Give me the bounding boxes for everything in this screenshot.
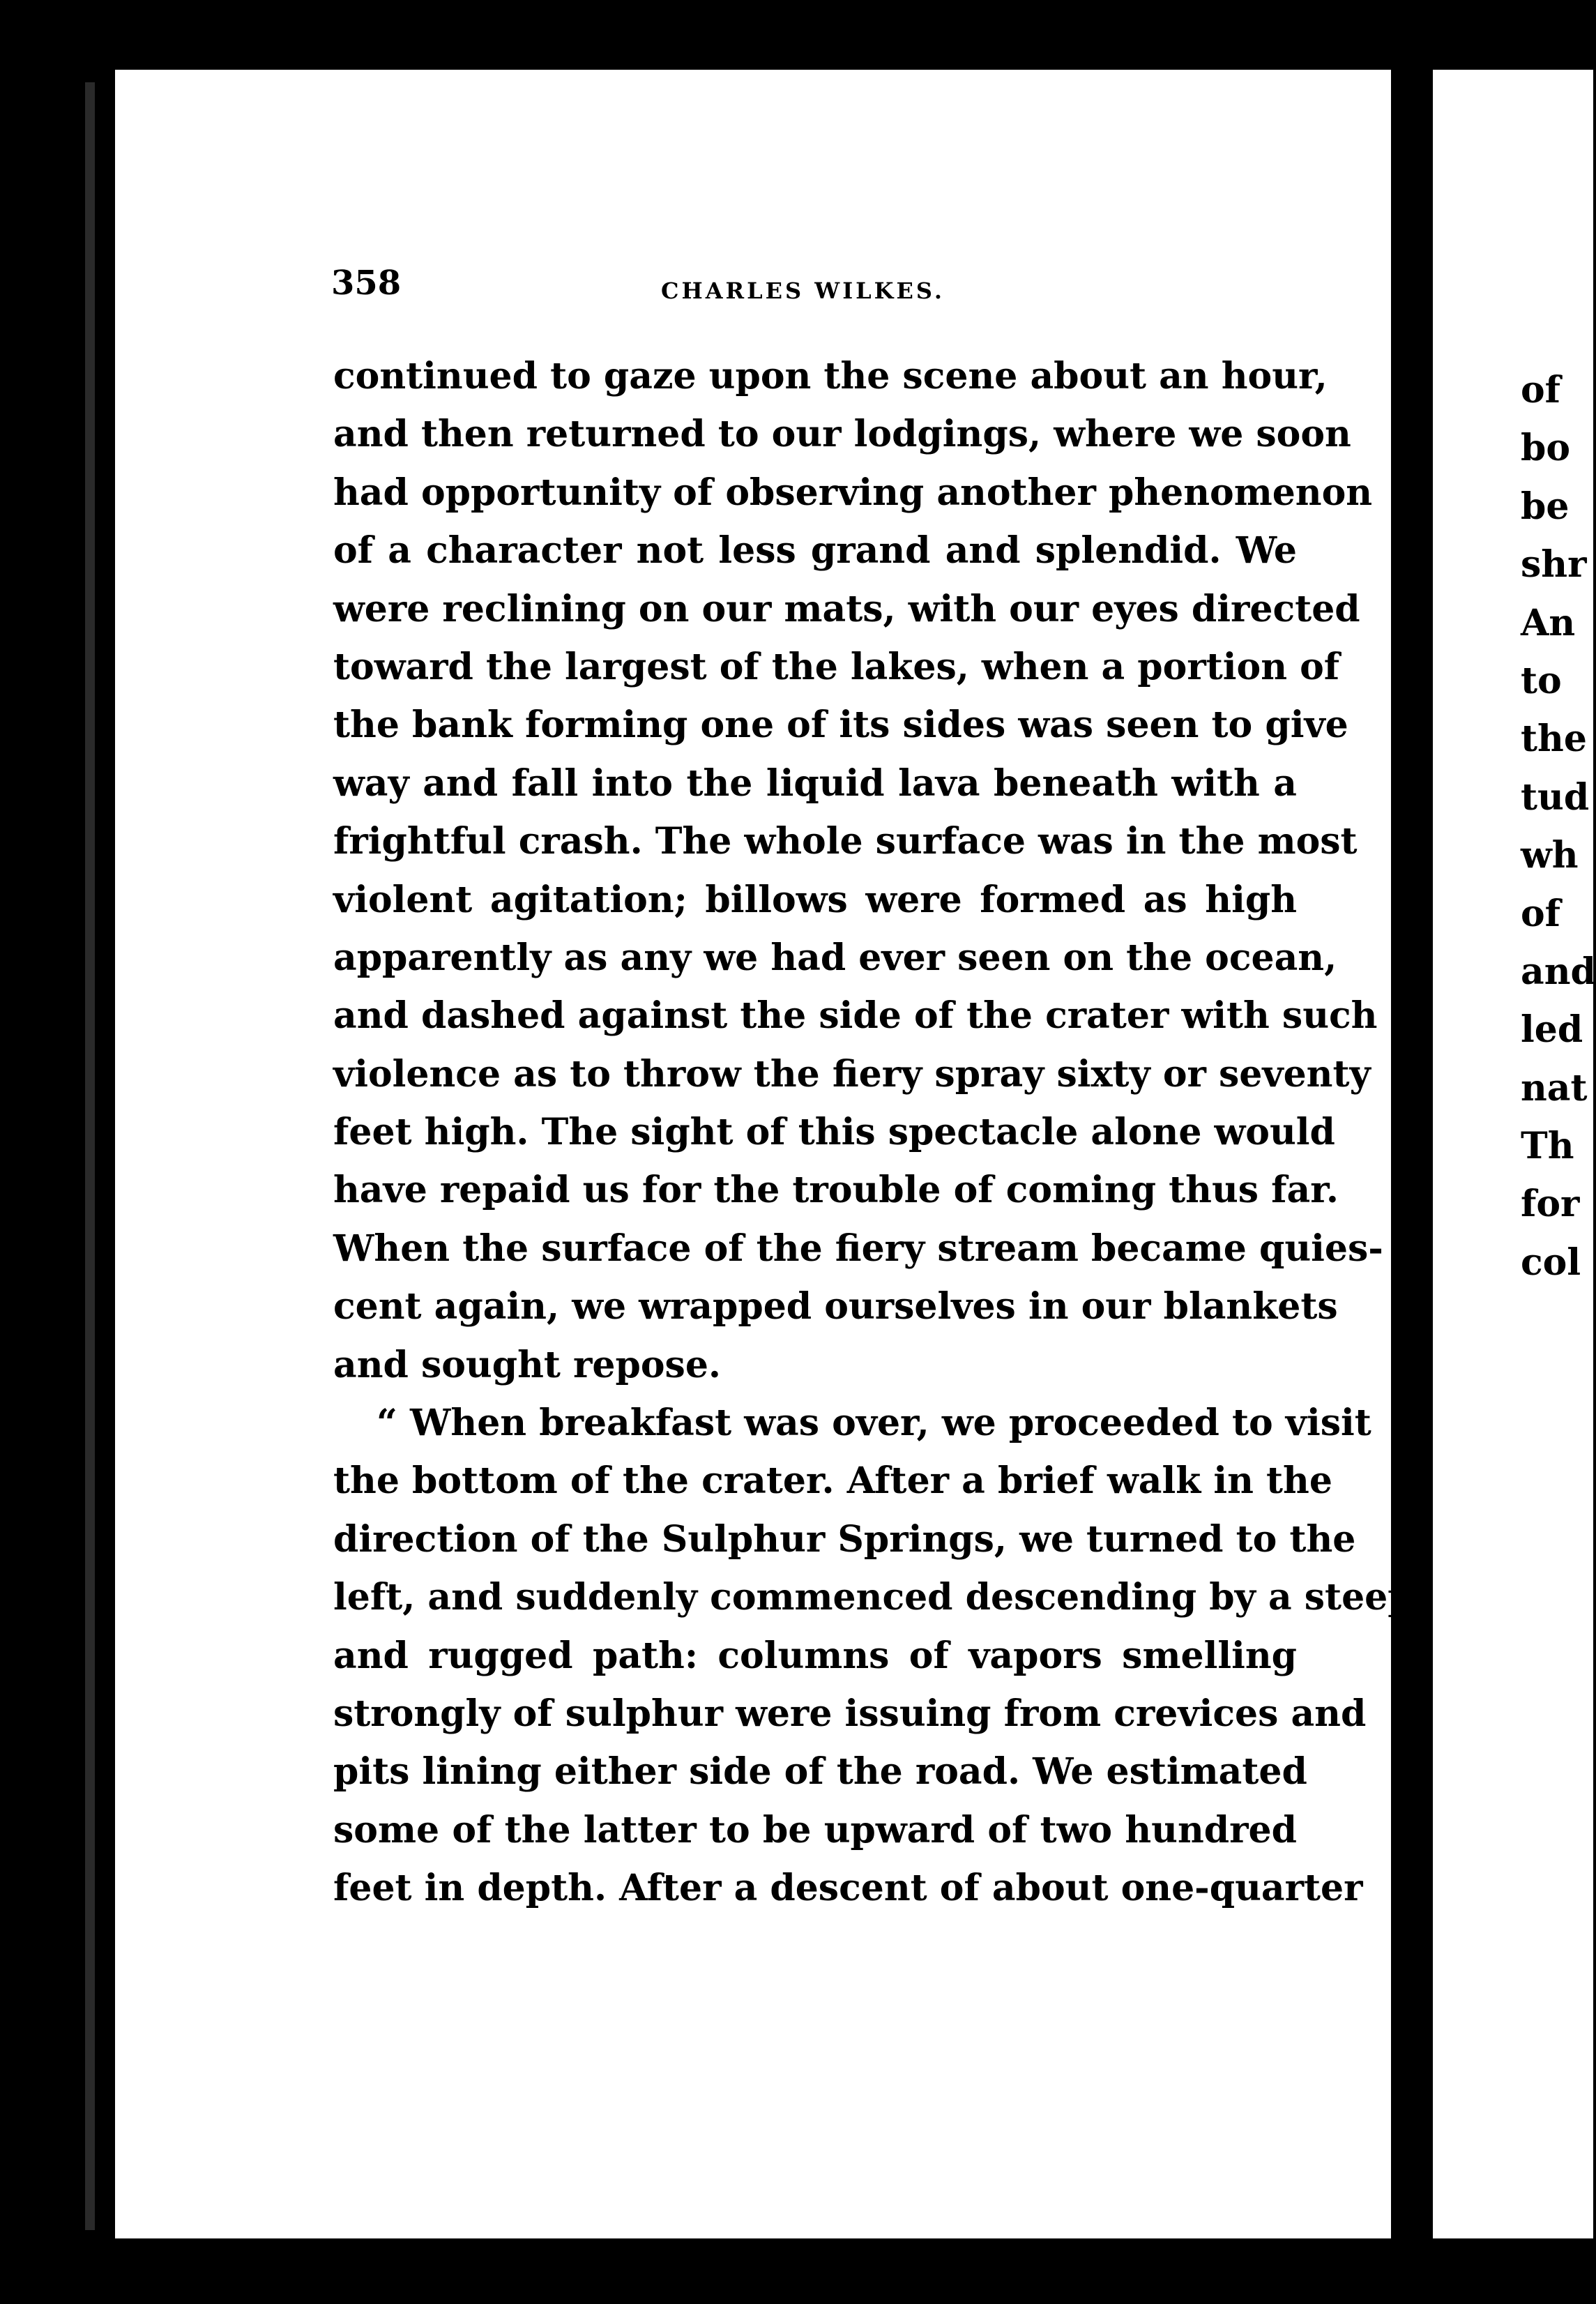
facing-page-fragment: col (1521, 1241, 1581, 1284)
text-line: way and fall into the liquid lava beneath with a (333, 761, 1297, 805)
facing-page-fragment: and (1521, 950, 1596, 993)
facing-page-fragment: wh (1521, 834, 1579, 877)
facing-page-fragment: led (1521, 1008, 1583, 1052)
book-spine-edge (85, 82, 95, 2230)
text-line: “ When breakfast was over, we proceeded to visit (377, 1402, 1371, 1445)
text-line: pits lining either side of the road. We estimated (333, 1750, 1307, 1794)
text-line: of a character not less grand and splendid. We (333, 529, 1297, 573)
text-line: violent agitation; billows were formed as high (333, 878, 1297, 921)
text-line: strongly of sulphur were issuing from crevices and (333, 1692, 1367, 1735)
facing-page-fragment: the (1521, 718, 1587, 761)
text-line: When the surface of the fiery stream became quies- (333, 1227, 1383, 1270)
facing-page-fragment: Th (1521, 1125, 1574, 1168)
text-line: left, and suddenly commenced descending by a steep (333, 1576, 1413, 1619)
running-head: CHARLES WILKES. (661, 278, 945, 304)
facing-page-fragment: for (1521, 1183, 1580, 1226)
facing-page-fragment: An (1521, 601, 1576, 644)
facing-page-fragment: of (1521, 369, 1561, 411)
text-line: toward the largest of the lakes, when a portion of (333, 645, 1340, 688)
text-line: violence as to throw the fiery spray sixty or seventy (333, 1052, 1371, 1096)
text-line: have repaid us for the trouble of coming thus far. (333, 1169, 1339, 1212)
facing-page-fragment: tud (1521, 775, 1590, 819)
facing-page-fragment: be (1521, 485, 1570, 528)
text-line: were reclining on our mats, with our eyes directed (333, 587, 1360, 630)
text-line: some of the latter to be upward of two hundred (333, 1808, 1297, 1851)
text-line: frightful crash. The whole surface was in the most (333, 820, 1358, 863)
text-line: the bank forming one of its sides was seen to give (333, 704, 1348, 747)
text-line: cent again, we wrapped ourselves in our blankets (333, 1285, 1338, 1328)
text-line: had opportunity of observing another phenomenon (333, 471, 1373, 514)
page-body-text (333, 347, 1413, 1918)
facing-page-fragment: to (1521, 659, 1562, 702)
text-line: apparently as any we had ever seen on the ocean, (333, 936, 1337, 979)
text-line: continued to gaze upon the scene about an hour, (333, 355, 1328, 397)
text-line: the bottom of the crater. After a brief walk in the (333, 1460, 1332, 1503)
text-line: and then returned to our lodgings, where we soon (333, 413, 1351, 456)
text-line: and rugged path: columns of vapors smelling (333, 1634, 1297, 1677)
text-line: feet high. The sight of this spectacle alone would (333, 1111, 1335, 1154)
text-line: and dashed against the side of the crater with such (333, 994, 1378, 1038)
text-line: direction of the Sulphur Springs, we turned to the (333, 1517, 1356, 1561)
facing-page-fragment: bo (1521, 427, 1571, 470)
facing-page-fragment: of (1521, 892, 1561, 935)
facing-page-fragment: nat (1521, 1066, 1588, 1109)
text-line: and sought repose. (333, 1343, 722, 1386)
facing-page-text (1521, 361, 1596, 1291)
text-line: feet in depth. After a descent of about one-quarter (333, 1867, 1363, 1910)
page-number: 358 (331, 264, 402, 303)
facing-page-fragment: shr (1521, 543, 1587, 586)
